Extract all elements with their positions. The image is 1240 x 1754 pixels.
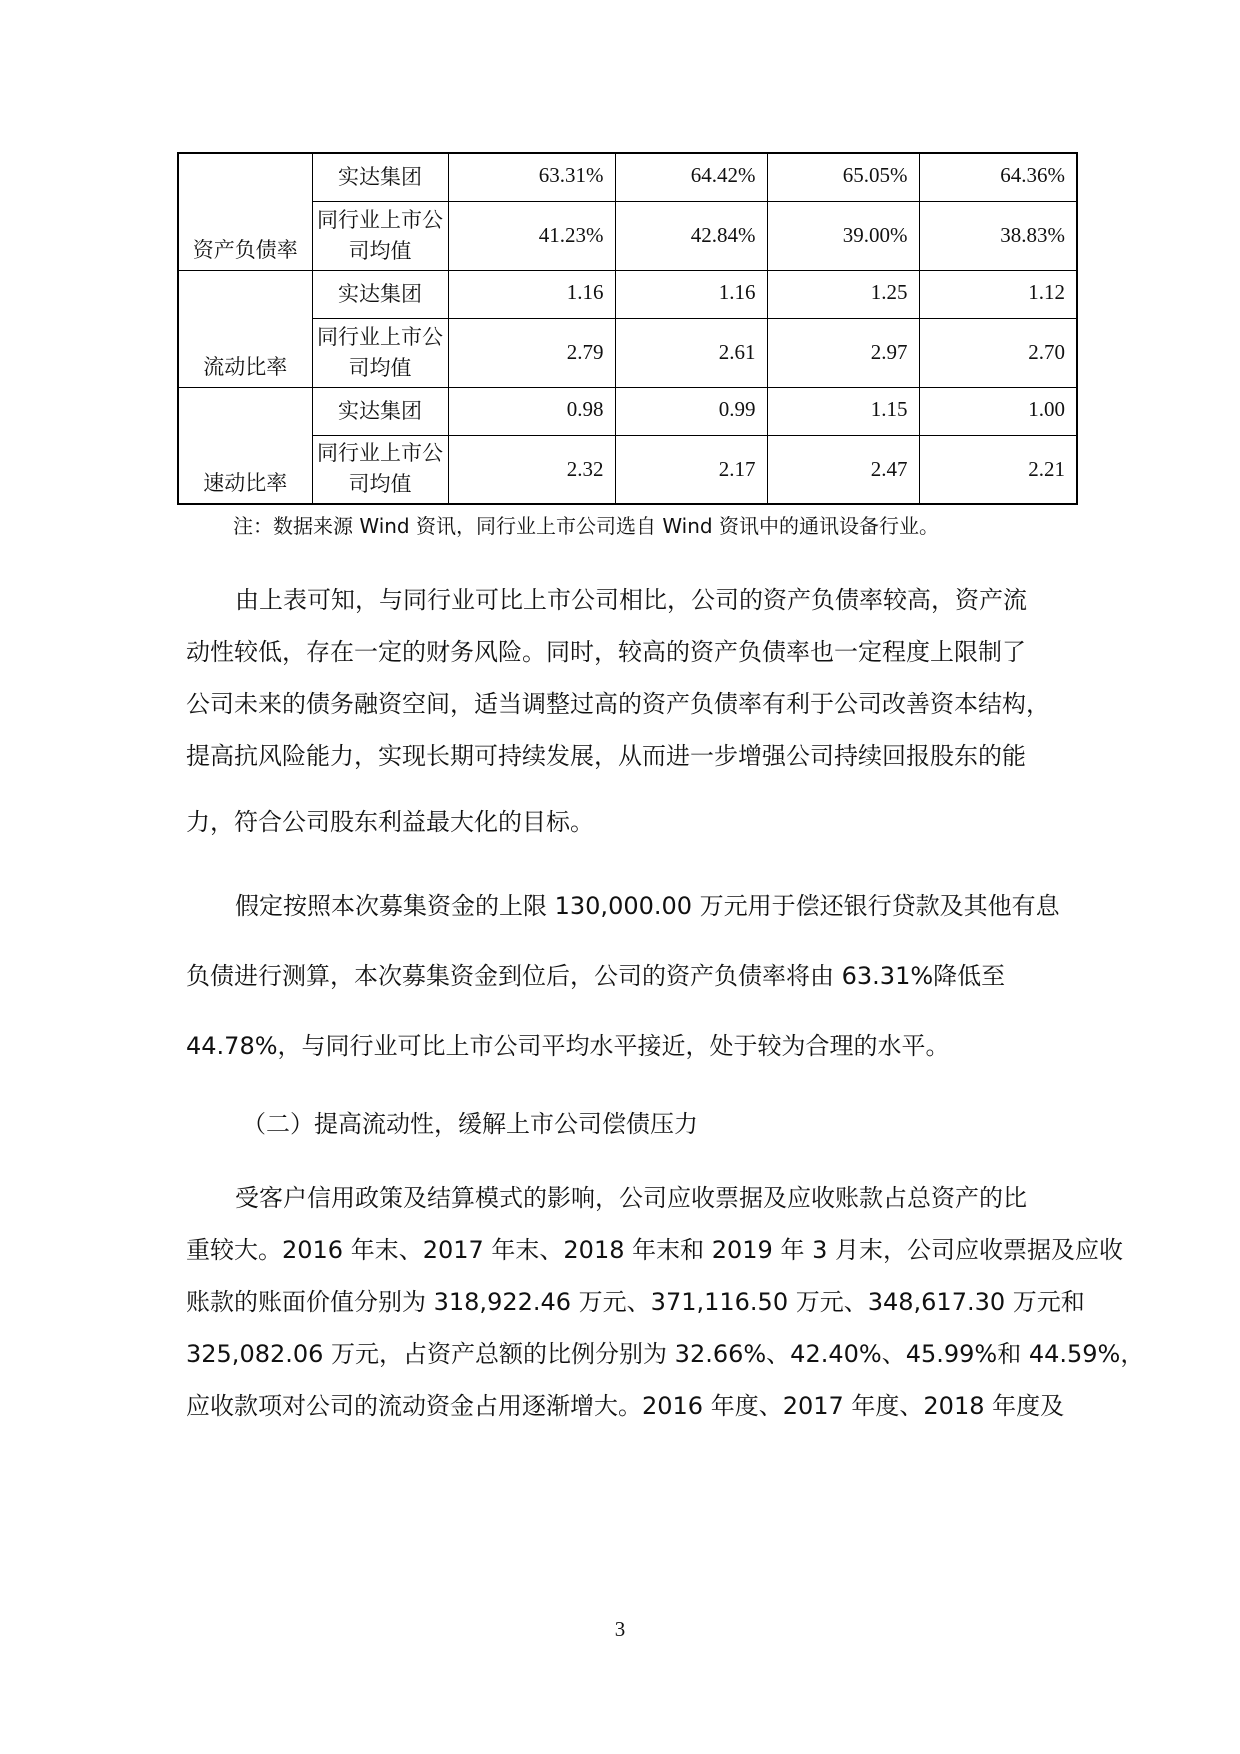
text-line: 假定按照本次募集资金的上限 130,000.00 万元用于偿还银行贷款及其他有息 — [235, 892, 1060, 920]
metric-label: 流动比率 — [178, 270, 312, 387]
table-row — [178, 387, 1077, 435]
value-cell: 2.70 — [919, 318, 1077, 387]
value-cell: 1.15 — [767, 387, 919, 435]
table-row — [178, 153, 1077, 201]
text-line: 受客户信用政策及结算模式的影响，公司应收票据及应收账款占总资产的比 — [235, 1184, 1027, 1212]
text-line: 账款的账面价值分别为 318,922.46 万元、371,116.50 万元、348,617.30 万元和 — [186, 1288, 1085, 1316]
text-line: 325,082.06 万元，占资产总额的比例分别为 32.66%、42.40%、45.99%和 44.59%， — [186, 1340, 1145, 1368]
text-line: 提高抗风险能力，实现长期可持续发展，从而进一步增强公司持续回报股东的能 — [186, 742, 1026, 770]
value-cell: 1.16 — [615, 270, 767, 318]
value-cell: 0.98 — [448, 387, 615, 435]
heading-text: （二）提高流动性，缓解上市公司偿债压力 — [242, 1110, 698, 1138]
value-cell: 2.47 — [767, 435, 919, 504]
entity-label: 实达集团 — [312, 153, 448, 201]
table-row — [178, 201, 1077, 270]
value-cell: 2.21 — [919, 435, 1077, 504]
metric-label: 速动比率 — [178, 387, 312, 504]
value-cell: 0.99 — [615, 387, 767, 435]
entity-label: 实达集团 — [312, 270, 448, 318]
text-line: 力，符合公司股东利益最大化的目标。 — [186, 808, 594, 836]
entity-label: 同行业上市公司均值 — [312, 201, 448, 270]
text-line: 44.78%，与同行业可比上市公司平均水平接近，处于较为合理的水平。 — [186, 1032, 950, 1060]
entity-label: 同行业上市公司均值 — [312, 318, 448, 387]
entity-label: 实达集团 — [312, 387, 448, 435]
value-cell: 1.16 — [448, 270, 615, 318]
value-cell: 63.31% — [448, 153, 615, 201]
text-line: 重较大。2016 年末、2017 年末、2018 年末和 2019 年 3 月末，公司应收票据及应收 — [186, 1236, 1123, 1264]
text-line: 由上表可知，与同行业可比上市公司相比，公司的资产负债率较高，资产流 — [235, 586, 1027, 614]
text-line: 公司未来的债务融资空间，适当调整过高的资产负债率有利于公司改善资本结构， — [186, 690, 1050, 718]
text-line: 负债进行测算，本次募集资金到位后，公司的资产负债率将由 63.31%降低至 — [186, 962, 1006, 990]
value-cell: 2.17 — [615, 435, 767, 504]
value-cell: 64.42% — [615, 153, 767, 201]
value-cell: 64.36% — [919, 153, 1077, 201]
page-number: 3 — [614, 1617, 626, 1641]
table-row — [178, 318, 1077, 387]
value-cell: 1.12 — [919, 270, 1077, 318]
metric-label: 资产负债率 — [178, 153, 312, 270]
table-row — [178, 270, 1077, 318]
value-cell: 2.97 — [767, 318, 919, 387]
text-line: 应收款项对公司的流动资金占用逐渐增大。2016 年度、2017 年度、2018 年度及 — [186, 1392, 1065, 1420]
table-row — [178, 435, 1077, 504]
value-cell: 41.23% — [448, 201, 615, 270]
value-cell: 2.61 — [615, 318, 767, 387]
table-note: 注：数据来源 Wind 资讯，同行业上市公司选自 Wind 资讯中的通讯设备行业。 — [233, 514, 939, 538]
value-cell: 1.25 — [767, 270, 919, 318]
value-cell: 2.32 — [448, 435, 615, 504]
entity-label: 同行业上市公司均值 — [312, 435, 448, 504]
text-line: 动性较低，存在一定的财务风险。同时，较高的资产负债率也一定程度上限制了 — [186, 638, 1026, 666]
value-cell: 2.79 — [448, 318, 615, 387]
value-cell: 65.05% — [767, 153, 919, 201]
value-cell: 1.00 — [919, 387, 1077, 435]
value-cell: 39.00% — [767, 201, 919, 270]
value-cell: 42.84% — [615, 201, 767, 270]
value-cell: 38.83% — [919, 201, 1077, 270]
financial-ratio-table — [177, 152, 1078, 505]
